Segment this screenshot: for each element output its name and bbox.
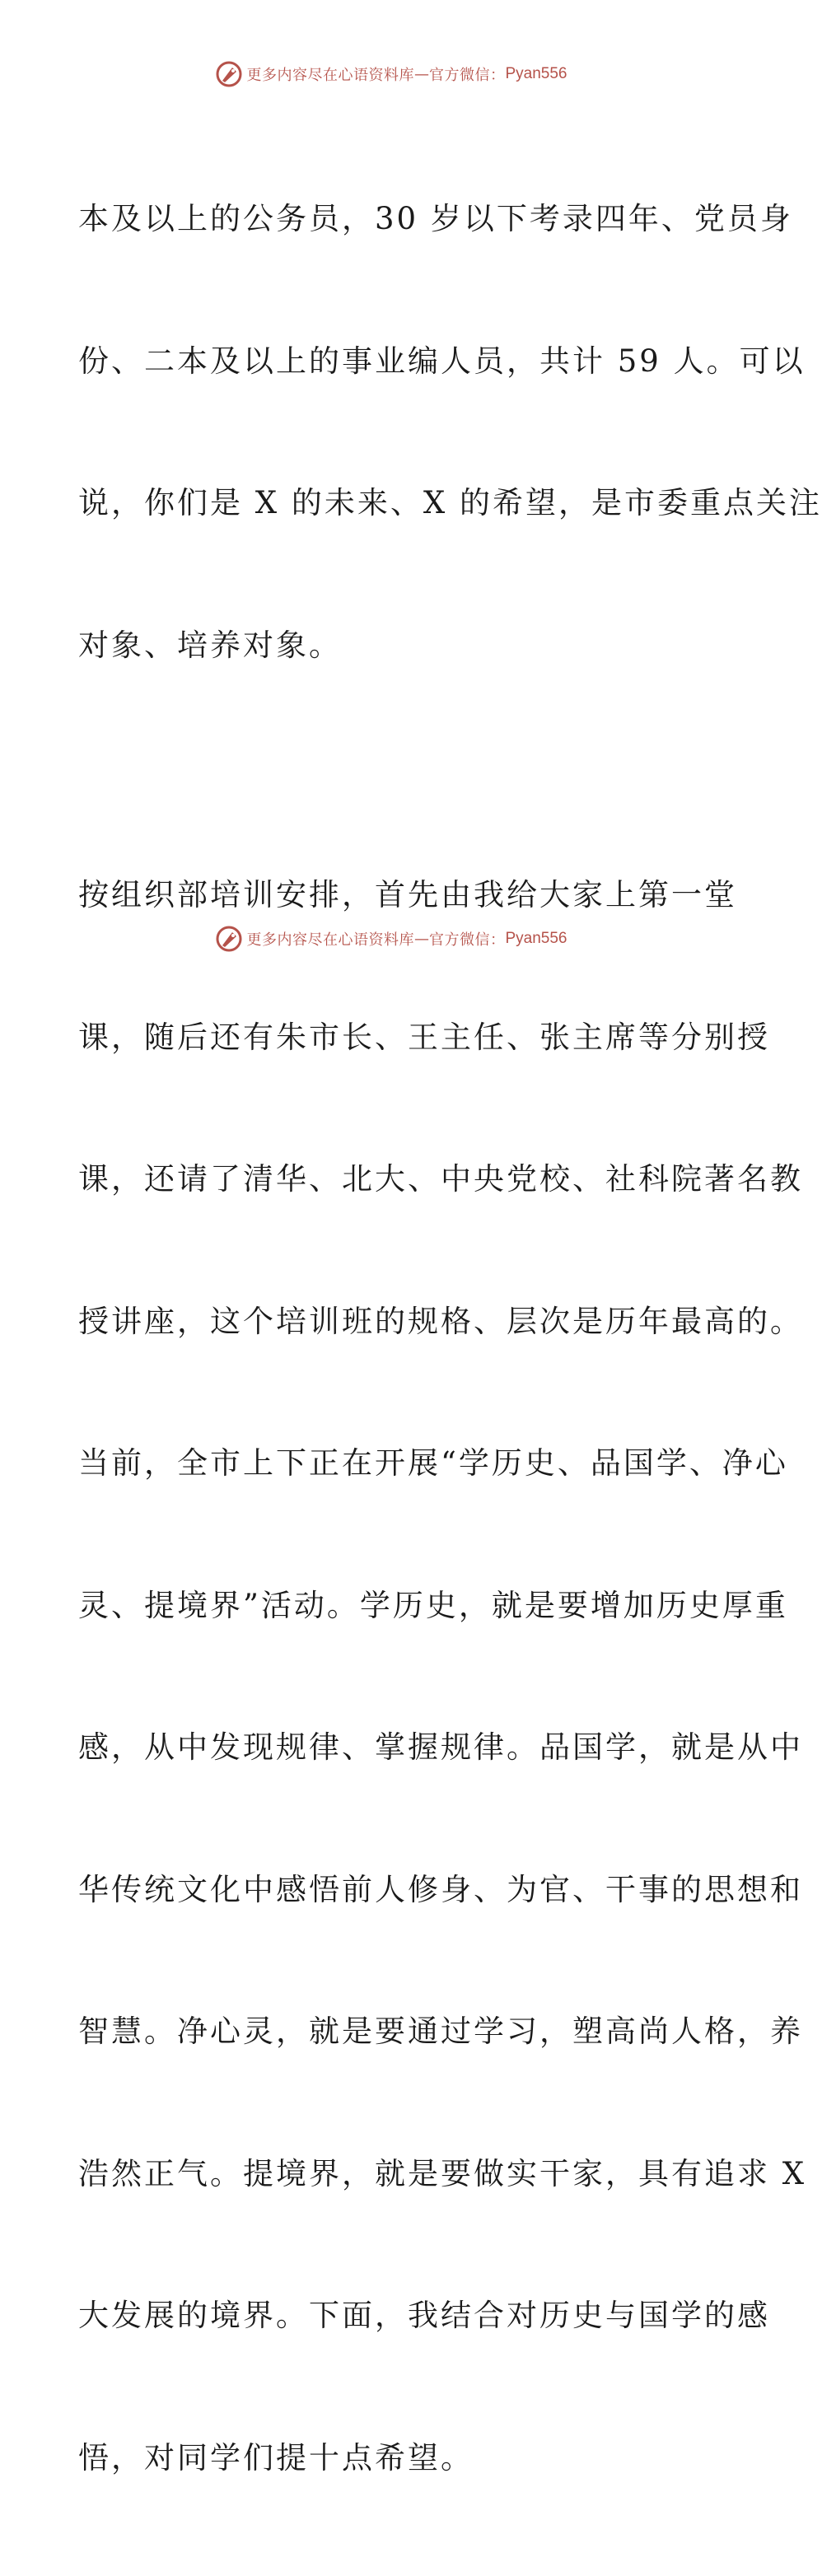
text-line: 感，从中发现规律、掌握规律。品国学，就是从中 (78, 1729, 803, 1765)
pen-nib-logo-icon (215, 925, 243, 953)
text-line: 本及以上的公务员，30 岁以下考录四年、党员身 (78, 201, 793, 236)
banner-wechat-id: Pyan556 (505, 65, 567, 82)
text-line: 课，还请了清华、北大、中央党校、社科院著名教 (78, 1161, 803, 1197)
document-body (78, 100, 822, 2576)
footer-banner (0, 922, 782, 955)
text-line: 华传统文化中感悟前人修身、为官、干事的思想和 (78, 1871, 803, 1907)
banner-separator: — (413, 65, 429, 83)
banner-wechat-label: 官方微信： (428, 931, 506, 949)
text-line: 悟，对同学们提十点希望。 (78, 2439, 474, 2476)
banner-separator: — (413, 930, 429, 948)
text-line: 授讲座，这个培训班的规格、层次是历年最高的。 (78, 1303, 803, 1339)
text-line: 当前，全市上下正在开展“学历史、品国学、净心 (78, 1445, 788, 1481)
text-line: 说，你们是 X 的未来、X 的希望，是市委重点关注 (78, 485, 822, 520)
text-line: 份、二本及以上的事业编人员，共计 59 人。可以 (78, 343, 806, 379)
header-banner (0, 58, 782, 91)
text-line: 智慧。净心灵，就是要通过学习，塑高尚人格，养 (78, 2014, 803, 2049)
banner-wechat-id: Pyan556 (505, 930, 567, 947)
paragraph-2 (78, 777, 807, 2576)
banner-text: 更多内容尽在心语资料库 (246, 67, 414, 84)
text-line: 对象、培养对象。 (78, 627, 342, 663)
text-line: 灵、提境界”活动。学历史，就是要增加历史厚重 (78, 1587, 788, 1623)
text-line: 浩然正气。提境界，就是要做实干家，具有追求 X (78, 2155, 807, 2191)
text-line: 大发展的境界。下面，我结合对历史与国学的感 (78, 2298, 770, 2333)
text-line: 课，随后还有朱市长、王主任、张主席等分别授 (78, 1019, 770, 1055)
paragraph-1 (78, 100, 822, 763)
pen-nib-logo-icon (215, 60, 243, 88)
banner-wechat-label: 官方微信： (428, 67, 506, 84)
banner-text: 更多内容尽在心语资料库 (246, 931, 414, 949)
text-line: 按组织部培训安排，首先由我给大家上第一堂 (78, 877, 737, 912)
